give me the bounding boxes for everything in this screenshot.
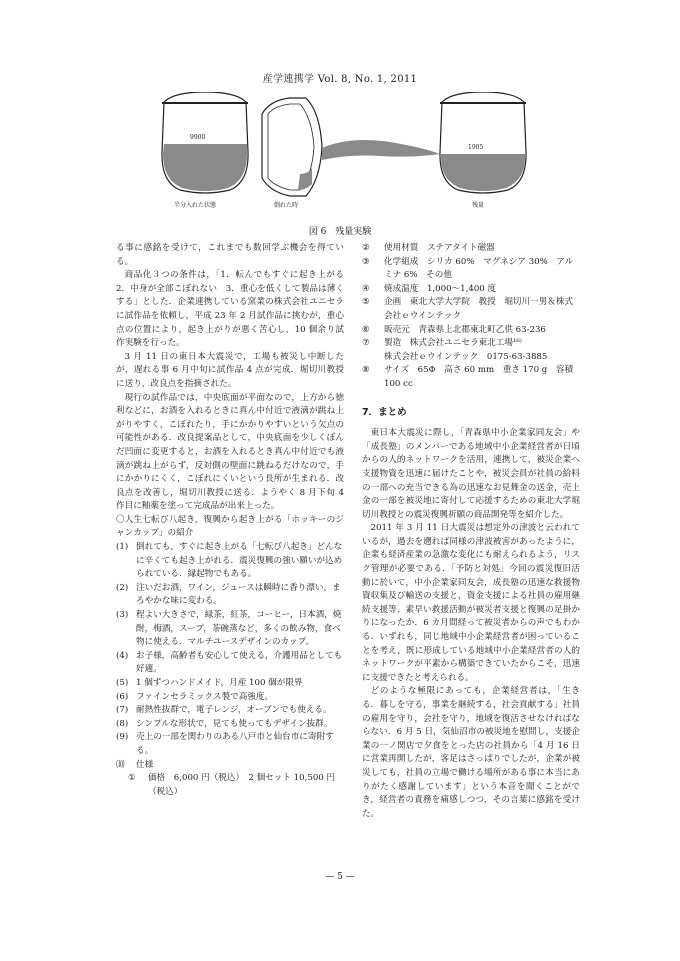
feature-item-spec: ⑽ 仕様: [116, 759, 154, 770]
paragraph: 現行の試作品では，中央底面が平面なので，上方から徳利などに，お酒を入れるときに真ん中付近で液滴が跳ね上がりやすく，こぼれたり，手にかかりやすいという欠点の可能性がある．改良提案品として，中央底面を少しくぼんだ凹面に変更すると，お酒を入れるとき真ん中付近でも液滴が跳ね上がらず，反対側の壁面に跳ねるだけなので，手にかかりにくく，こぼれにくいという長所が生まれる．改良点を改善し，堀切川教授に送る．ようやく 8 月下旬 4 作目に釉薬を塗って完成品が出来上った。: [116, 392, 344, 512]
label-tipped-over: 倒れた時: [274, 202, 299, 209]
spec-item: ⑦ 製造 株式会社ユニセラ東北工場¹⁶⁾: [362, 338, 522, 349]
spec-item: ⑧ サイズ 65Φ 高さ 60 mm 重さ 170 g 容積 100 cc: [362, 365, 574, 389]
spec-item: ④ 焼成温度 1,000～1,400 度: [362, 283, 497, 294]
feature-item: (5) 1 個ずつハンドメイド，月産 100 個が限界: [116, 678, 303, 688]
feature-item: (4) お子様，高齢者も安心して使える，介護用品としても好適。: [116, 650, 343, 675]
paragraph: 3 月 11 日の東日本大震災で，工場も被災し中断したが，遅れる事 6 月中旬に試作品 4 点が完成．堀切川教授に送り，改良点を指摘された。: [116, 351, 344, 389]
feature-item: (7) 耐熱性抜群で，電子レンジ，オーブンでも使える。: [116, 705, 332, 716]
spec-item: ③ 化学組成 シリカ 60% マグネシア 30% アルミナ 6% その他: [362, 256, 574, 281]
feature-item: (8) シンプルな形状で，見ても使ってもデザイン抜群。: [116, 718, 333, 729]
feature-item: (9) 売上の一部を関わりのある八戸市と仙台市に寄附する。: [116, 732, 334, 756]
spec-price: ① 価格 6,000 円（税込） 2 個セット 10,500 円（税込）: [128, 773, 336, 797]
figure-6: [150, 92, 530, 212]
right-column: [362, 242, 580, 821]
paragraph: どのような極限にあっても，企業経営者は，「生きる．暮しを守る，事業を継続する，社会貢献する」社員の雇用を守り，会社を守り，地域を復活させなければならない．6 月 5 日，気仙沼市の被災地を慰問し，支援企業の一ノ関店で夕食をとった店の社員から「4 月 16 日に営業再開したが，客足はさっぱりでしたが，企業が被災しても，社員の立場で働ける場所がある事に本当にありがたく感謝しています」という本音を聞くことができ，経営者の責務を痛感しつつ，その言葉に感銘を受けた。: [362, 686, 580, 819]
feature-item: (3) 程よい大きさで，緑茶，紅茶，コーヒー，日本酒，焼酎，梅酒，スープ，茶碗蒸など，多くの飲み物，食べ物に使える．マルチユースデザインのカップ。: [116, 610, 342, 648]
cup-mark-left: 9900: [190, 134, 206, 141]
spec-item: ⑤ 企画 東北大学大学院 教授 堀切川一男＆株式会社ｅウインテック: [362, 297, 574, 321]
paragraph: る事に感銘を受けて，これまでも数回学ぶ機会を得ている。: [116, 243, 344, 267]
paragraph: 東日本大震災に際し，「青森県中小企業家同友会」や「成長塾」のメンバーである地域中小企業経営者が日頃からの人的ネットワークを活用，連携して，被災企業へ支援物資を迅速に届けたことや，被災会員が社員の給料の一部への充当できる為の迅速なお見舞金の送金，売上金の一部を被災地に寄付して応援するための東北大学堀切川教授との震災復興祈願の商品開発等を紹介した。: [362, 428, 580, 520]
spec-item: ⑥ 販売元 青森県上北郡東北町乙供 63-236: [362, 324, 546, 335]
feature-item: (6) ファインセラミックス製で高強度。: [116, 691, 274, 702]
section-heading: 7．まとめ: [362, 406, 407, 418]
cup-residual: [440, 92, 526, 193]
running-header: 産学連携学 Vol. 8, No. 1, 2011: [262, 74, 418, 85]
residual-experiment-illustration: [150, 92, 530, 212]
left-column: [116, 242, 353, 799]
figure-caption: 図 6 残量実験: [308, 227, 372, 237]
label-residual: 残量: [472, 202, 485, 209]
spec-item: ② 使用材質 ステアタイト磁器: [362, 243, 495, 253]
spec-item-continuation: 株式会社ｅウインテック 0175-63-3885: [384, 351, 548, 362]
cup-half-filled: [162, 92, 248, 193]
liquid-spill-graphic: [322, 140, 440, 160]
paragraph: 2011 年 3 月 11 日大震災は想定外の津波と云われているが，過去を遡れば同様の津波被害があったように，企業も経済産業の急激な変化にも耐えられるよう，リスク管理が必要である．「予防と対処」今回の震災復旧活動に於いて，中小企業家同友会，成長塾の迅速な救援物資収集及び輸送の支援と，資金支援による社員の雇用継続支援等，素早い救援活動が被災者支援と復興の足掛かりになったか．6 カ月間経って被災者からの声でもわかる．いずれも，同じ地域中小企業経営者が困っていることを考え，既に形成している地域中小企業経営者の人的ネットワークが平素から構築できていたからこそ，迅速に支援できたと考えられる。: [362, 523, 580, 683]
product-intro-heading: 〇人生七転び八起き，復興から起き上がる「ホッキーのジャンカップ」の紹介: [116, 514, 344, 539]
label-half-filled: 半分入れた状態: [174, 202, 217, 209]
page-number: — 5 —: [325, 872, 355, 882]
cup-mark-right: 1905: [468, 144, 484, 151]
cup-tipped-over: [262, 98, 322, 196]
feature-item: (2) 注いだお酒，ワイン，ジュースは瞬時に香り漂い，まろやかな味に変わる。: [116, 582, 341, 607]
feature-item: (1) 倒れても，すぐに起き上がる「七転び八起き」どんなに辛くても起き上がれる．震災復興の強い願いが込められている．縁起物でもある。: [116, 542, 343, 580]
paragraph: 商品化３つの条件は，「1．転んでもすぐに起き上がる 2．中身が全部こぼれない 3．重心を低くして製品は薄くする」とした．企業連携している窯業の株式会社ユニセラに試作品を依頼し，平成 23 年 2 月試作品に挑むが，重心点の位置により，起き上がりが悪く苦心し，10 個余り試作実験を行った。: [116, 270, 353, 349]
